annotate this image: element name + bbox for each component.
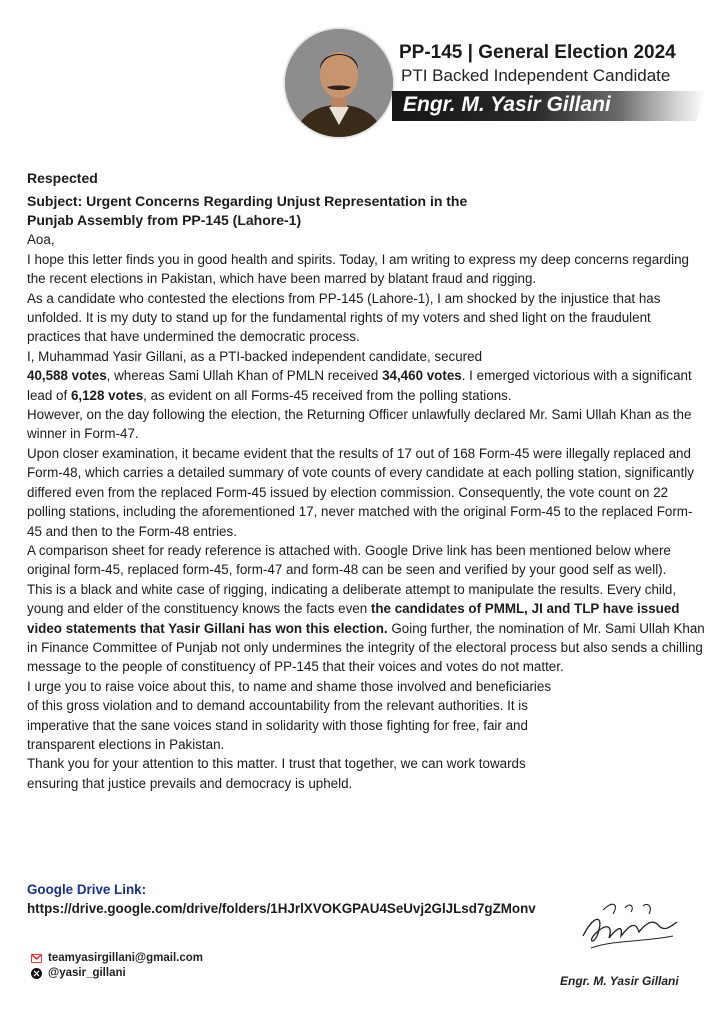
subject-line [27, 192, 707, 230]
candidate-portrait-icon [285, 29, 393, 137]
paragraph-6: A comparison sheet for ready reference is attached with. Google Drive link has been mentioned below where original form-45, replaced form-45, form-47 and form-48 can be seen and verified by your good self as well). [27, 542, 671, 578]
greeting: Aoa, [27, 232, 55, 248]
paragraph-3 [27, 347, 707, 405]
paragraph-2: As a candidate who contested the elections from PP-145 (Lahore-1), I am shocked by the injustice that has unfolded. It is my duty to stand up for the fundamental rights of my voters and shed light on the fraudulent practices that have undermined the democratic process. [27, 290, 661, 345]
votes-opponent: 34,460 votes [382, 368, 462, 384]
signature-name: Engr. M. Yasir Gillani [560, 974, 679, 988]
votes-candidate: 40,588 votes [27, 368, 107, 384]
drive-link-url[interactable]: https://drive.google.com/drive/folders/1HJrlXVOKGPAU4SeUvj2GlJLsd7gZMonv [27, 901, 536, 916]
handwritten-signature [573, 896, 683, 962]
gmail-icon [31, 953, 42, 964]
vote-lead: 6,128 votes [70, 387, 144, 403]
candidate-subtitle: PTI Backed Independent Candidate [401, 66, 671, 85]
election-title: PP-145 | General Election 2024 [399, 42, 676, 63]
paragraph-7-bold: the candidates of PMML, JI and TLP have issued video statements that Yasir Gillani has won this election. [27, 601, 680, 636]
social-row [31, 966, 203, 981]
contact-info [31, 951, 203, 981]
paragraph-8-line-1: I urge you to raise voice about this, to name and shame those involved and beneficiaries [27, 678, 552, 694]
paragraph-9 [27, 754, 707, 793]
paragraph-4: However, on the day following the election, the Returning Officer unlawfully declared Mr. Sami Ullah Khan as the winner in Form-47. [27, 407, 692, 442]
paragraph-5: Upon closer examination, it became evident that the results of 17 out of 168 Form-45 were illegally replaced and Form-48, which carries a detailed summary of vote counts of every candidate at each polling station, significantly differed even from the replaced Form-45 issued by election commission. Consequently, the vote count on 22 polling stations, including the aforementioned 17, never matched with the original Form-45 to the replaced Form-45 and then to the Form-48 entries. [27, 445, 694, 539]
paragraph-3-mid: , whereas Sami Ullah Khan of PMLN received [106, 368, 383, 384]
paragraph-8-line-2: of this gross violation and to demand accountability from the relevant authorities. It is [27, 698, 528, 714]
paragraph-1: I hope this letter finds you in good health and spirits. Today, I am writing to express my deep concerns regarding the recent elections in Pakistan, which have been marred by blatant fraud and rigging. [27, 251, 689, 287]
paragraph-9-line-2: ensuring that justice prevails and democracy is upheld. [27, 775, 353, 791]
salutation: Respected [27, 170, 98, 186]
x-icon [31, 968, 42, 979]
paragraph-8-line-3: imperative that the sane voices stand in solidarity with those fighting for free, fair and [27, 717, 528, 733]
email-address[interactable]: teamyasirgillani@gmail.com [48, 952, 204, 964]
letter-body [27, 169, 707, 793]
paragraph-8 [27, 677, 707, 755]
paragraph-3-lead-text: . I emerged victorious with a significant lead of [27, 368, 692, 403]
social-handle[interactable]: @yasir_gillani [48, 967, 126, 979]
paragraph-7-start: This is a black and white case of rigging, indicating a deliberate attempt to manipulate the results. Every child, young and elder of the constituency knows the facts even [27, 581, 677, 617]
email-row [31, 951, 203, 966]
subject-line-1: Subject: Urgent Concerns Regarding Unjust Representation in the [27, 193, 468, 210]
paragraph-7-end: Going further, the nomination of Mr. Sami Ullah Khan in Finance Committee of Punjab not only undermines the integrity of the electoral process but also sends a chilling message to the people of constituency of PP-145 that their voices and votes do not matter. [27, 620, 705, 675]
paragraph-9-line-1: Thank you for your attention to this matter. I trust that together, we can work towards [27, 756, 526, 772]
paragraph-3-intro: I, Muhammad Yasir Gillani, as a PTI-backed independent candidate, secured [27, 348, 483, 364]
paragraph-3-end: , as evident on all Forms-45 received from the polling stations. [143, 387, 512, 403]
candidate-name: Engr. M. Yasir Gillani [403, 93, 611, 116]
subject-line-2: Punjab Assembly from PP-145 (Lahore-1) [27, 212, 302, 229]
drive-link-label: Google Drive Link: [27, 882, 147, 897]
letterhead [0, 0, 723, 150]
paragraph-7 [27, 580, 707, 677]
candidate-photo [283, 27, 395, 139]
paragraph-8-line-4: transparent elections in Pakistan. [27, 736, 225, 752]
drive-section [27, 880, 536, 918]
